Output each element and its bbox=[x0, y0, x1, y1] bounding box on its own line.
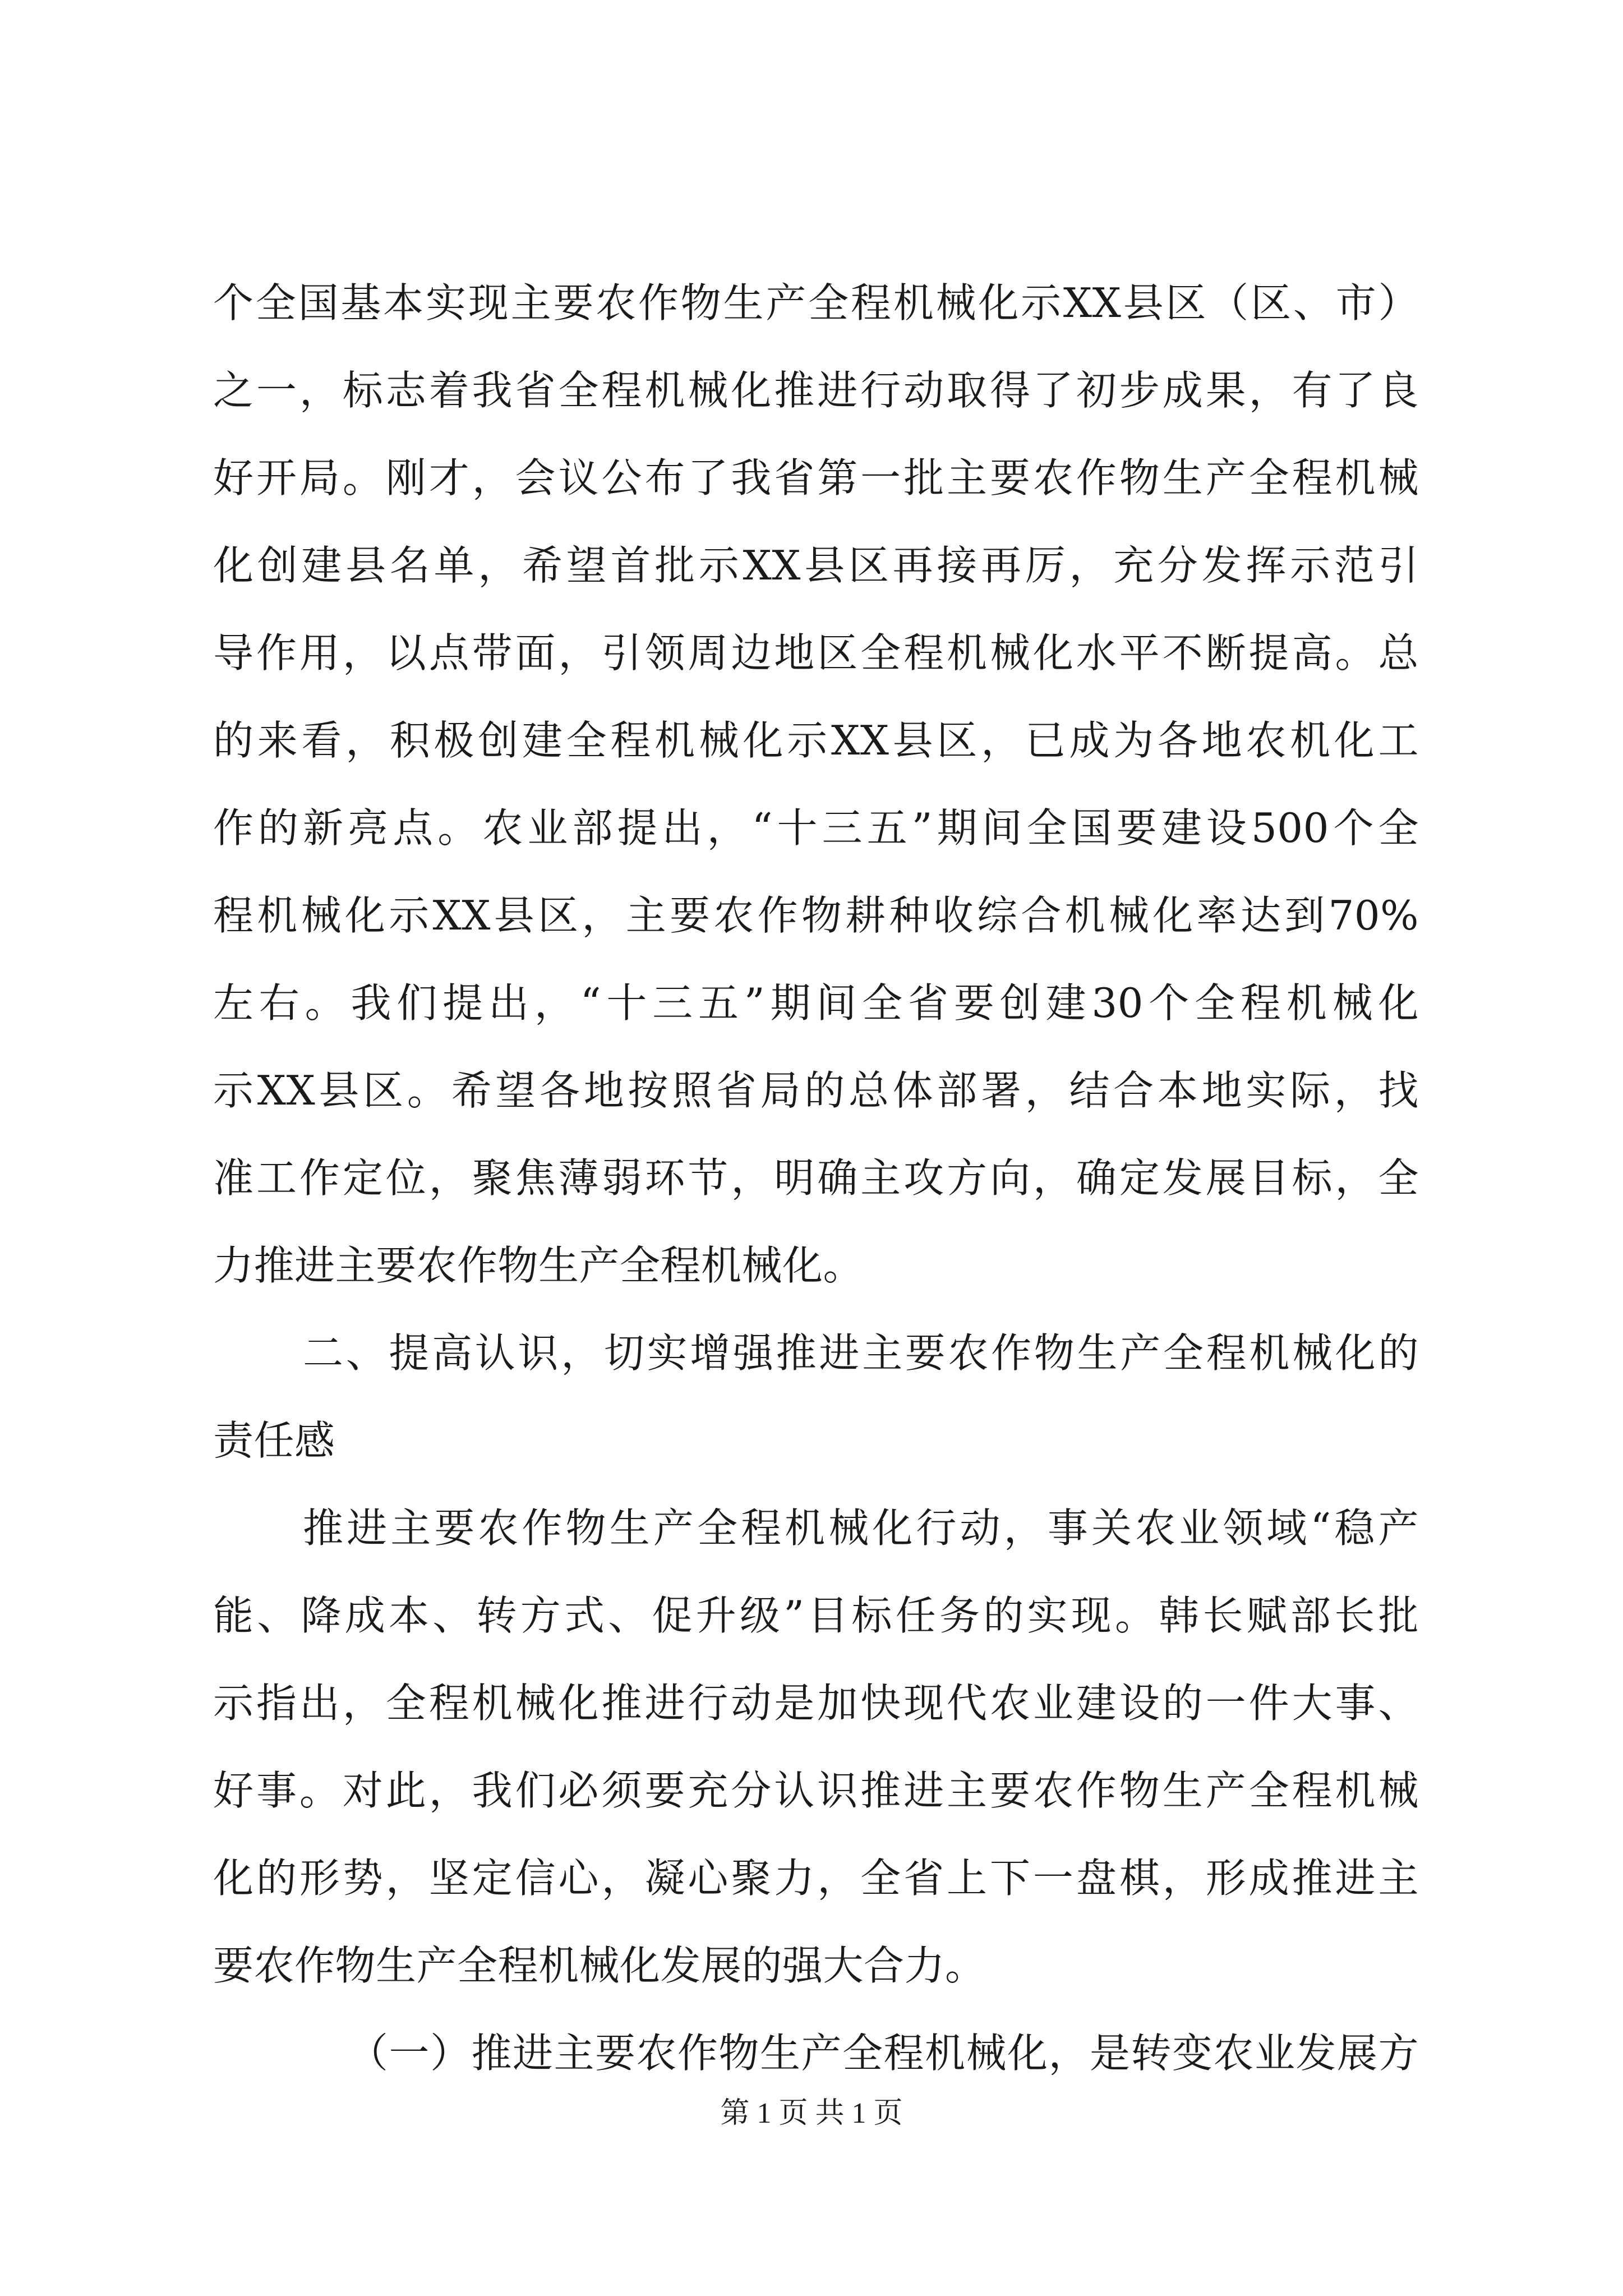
text-line: 推进主要农作物生产全程机械化行动，事关农业领域“稳产 bbox=[303, 1504, 1419, 1552]
text-line: 能、降成本、转方式、促升级”目标任务的实现。韩长赋部长批 bbox=[213, 1592, 1419, 1639]
text-line: 的来看，积极创建全程机械化示XX县区，已成为各地农机化工 bbox=[213, 717, 1419, 764]
section-heading: 二、提高认识，切实增强推进主要农作物生产全程机械化的 bbox=[303, 1329, 1419, 1377]
section-heading-continued: 责任感 bbox=[213, 1417, 335, 1464]
text-line: 示指出，全程机械化推进行动是加快现代农业建设的一件大事、 bbox=[213, 1680, 1419, 1727]
text-line: 化的形势，坚定信心，凝心聚力，全省上下一盘棋，形成推进主 bbox=[213, 1855, 1419, 1902]
text-line: 之一，标志着我省全程机械化推进行动取得了初步成果，有了良 bbox=[213, 367, 1419, 414]
page-number-footer: 第 1 页 共 1 页 bbox=[720, 2097, 903, 2129]
subsection-heading: （一）推进主要农作物生产全程机械化，是转变农业发展方 bbox=[348, 2030, 1419, 2077]
text-line: 准工作定位，聚焦薄弱环节，明确主攻方向，确定发展目标，全 bbox=[213, 1154, 1419, 1202]
text-line: 化创建县名单，希望首批示XX县区再接再厉，充分发挥示范引 bbox=[213, 542, 1419, 589]
text-line: 好事。对此，我们必须要充分认识推进主要农作物生产全程机械 bbox=[213, 1767, 1419, 1814]
text-line: 左右。我们提出，“十三五”期间全省要创建30个全程机械化 bbox=[213, 979, 1419, 1027]
text-line: 个全国基本实现主要农作物生产全程机械化示XX县区（区、市） bbox=[213, 279, 1419, 326]
text-line: 好开局。刚才，会议公布了我省第一批主要农作物生产全程机械 bbox=[213, 454, 1419, 501]
document-body bbox=[213, 259, 1419, 2097]
text-line: 力推进主要农作物生产全程机械化。 bbox=[213, 1242, 864, 1289]
text-line: 要农作物生产全程机械化发展的强大合力。 bbox=[213, 1942, 986, 1989]
text-line: 示XX县区。希望各地按照省局的总体部署，结合本地实际，找 bbox=[213, 1067, 1419, 1114]
text-line: 程机械化示XX县区，主要农作物耕种收综合机械化率达到70% bbox=[213, 892, 1419, 939]
text-line: 导作用，以点带面，引领周边地区全程机械化水平不断提高。总 bbox=[213, 629, 1419, 677]
text-line: 作的新亮点。农业部提出，“十三五”期间全国要建设500个全 bbox=[213, 804, 1419, 852]
